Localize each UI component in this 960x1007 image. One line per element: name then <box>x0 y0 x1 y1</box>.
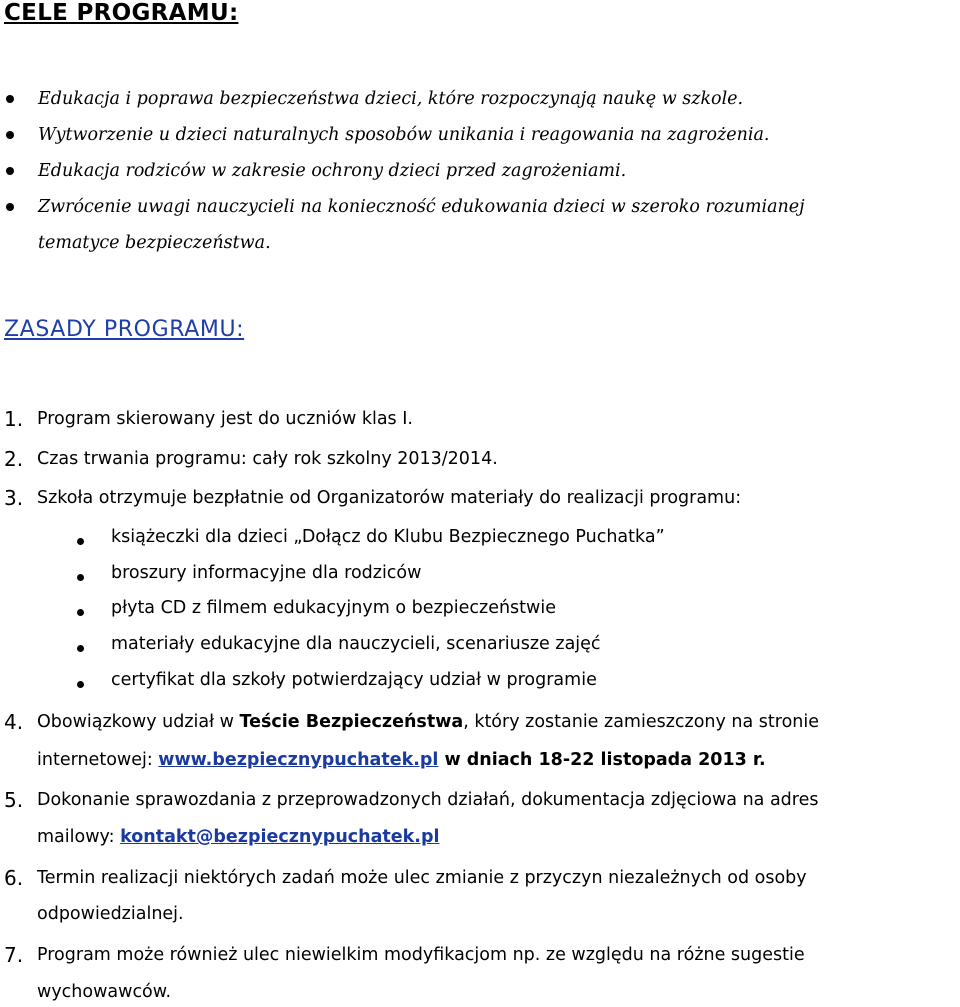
rule-text-continuation <box>37 750 766 770</box>
goals-heading: CELE PROGRAMU: <box>4 0 239 26</box>
email-link[interactable]: kontakt@bezpiecznypuchatek.pl <box>120 827 440 847</box>
bullet-icon <box>6 131 14 139</box>
rule-text <box>37 712 819 732</box>
website-link[interactable]: www.bezpiecznypuchatek.pl <box>158 750 439 770</box>
goal-item <box>0 188 960 226</box>
goal-item <box>0 116 960 154</box>
goals-list <box>0 80 960 262</box>
goal-text: Zwrócenie uwagi nauczycieli na konieczność edukowania dzieci w szeroko rozumianej <box>38 197 805 217</box>
test-dates: w dniach 18-22 listopada 2013 r. <box>438 750 766 770</box>
rule-number: 1. <box>4 407 24 431</box>
rule-number: 3. <box>4 486 24 510</box>
rule-number: 6. <box>4 866 24 890</box>
rule-text: Termin realizacji niektórych zadań może ulec zmianie z przyczyn niezależnych od osoby <box>37 868 807 888</box>
bullet-icon <box>6 203 14 211</box>
rule-text-part: internetowej: <box>37 750 159 770</box>
goal-text: Edukacja i poprawa bezpieczeństwa dzieci, które rozpoczynają naukę w szkole. <box>38 89 744 109</box>
material-item: certyfikat dla szkoły potwierdzający udział w programie <box>111 670 597 690</box>
rule-text-continuation: wychowawców. <box>37 982 172 1002</box>
bullet-icon <box>77 538 84 545</box>
rule-text-continuation <box>37 827 439 847</box>
goal-text: Edukacja rodziców w zakresie ochrony dzieci przed zagrożeniami. <box>38 161 627 181</box>
rule-text: Szkoła otrzymuje bezpłatnie od Organizatorów materiały do realizacji programu: <box>37 488 742 508</box>
material-item: książeczki dla dzieci „Dołącz do Klubu Bezpiecznego Puchatka” <box>111 527 665 547</box>
goal-text: tematyce bezpieczeństwa. <box>38 233 271 253</box>
goal-item-continuation <box>0 224 960 262</box>
rule-number: 4. <box>4 710 24 734</box>
rule-text-part: , który zostanie zamieszczony na stronie <box>463 712 820 732</box>
rule-text-continuation: odpowiedzialnej. <box>37 904 184 924</box>
rule-text: Program skierowany jest do uczniów klas I. <box>37 409 413 429</box>
bullet-icon <box>6 167 14 175</box>
rule-text: Dokonanie sprawozdania z przeprowadzonych działań, dokumentacja zdjęciowa na adres <box>37 790 819 810</box>
bullet-icon <box>77 574 84 581</box>
material-item: broszury informacyjne dla rodziców <box>111 563 422 583</box>
rule-number: 7. <box>4 943 24 967</box>
bullet-icon <box>77 681 84 688</box>
bullet-icon <box>77 609 84 616</box>
bullet-icon <box>6 95 14 103</box>
rule-number: 2. <box>4 447 24 471</box>
rules-heading: ZASADY PROGRAMU: <box>4 317 245 342</box>
rule-text: Czas trwania programu: cały rok szkolny 2013/2014. <box>37 449 498 469</box>
rule-number: 5. <box>4 788 24 812</box>
material-item: płyta CD z filmem edukacyjnym o bezpieczeństwie <box>111 598 556 618</box>
goal-item <box>0 152 960 190</box>
bullet-icon <box>77 645 84 652</box>
rule-text-part: mailowy: <box>37 827 121 847</box>
goal-text: Wytworzenie u dzieci naturalnych sposobów unikania i reagowania na zagrożenia. <box>38 125 770 145</box>
rule-text: Program może również ulec niewielkim modyfikacjom np. ze względu na różne sugestie <box>37 945 805 965</box>
goal-item <box>0 80 960 118</box>
material-item: materiały edukacyjne dla nauczycieli, scenariusze zajęć <box>111 634 601 654</box>
test-name: Teście Bezpieczeństwa <box>239 712 464 732</box>
rule-text-part: Obowiązkowy udział w <box>37 712 240 732</box>
